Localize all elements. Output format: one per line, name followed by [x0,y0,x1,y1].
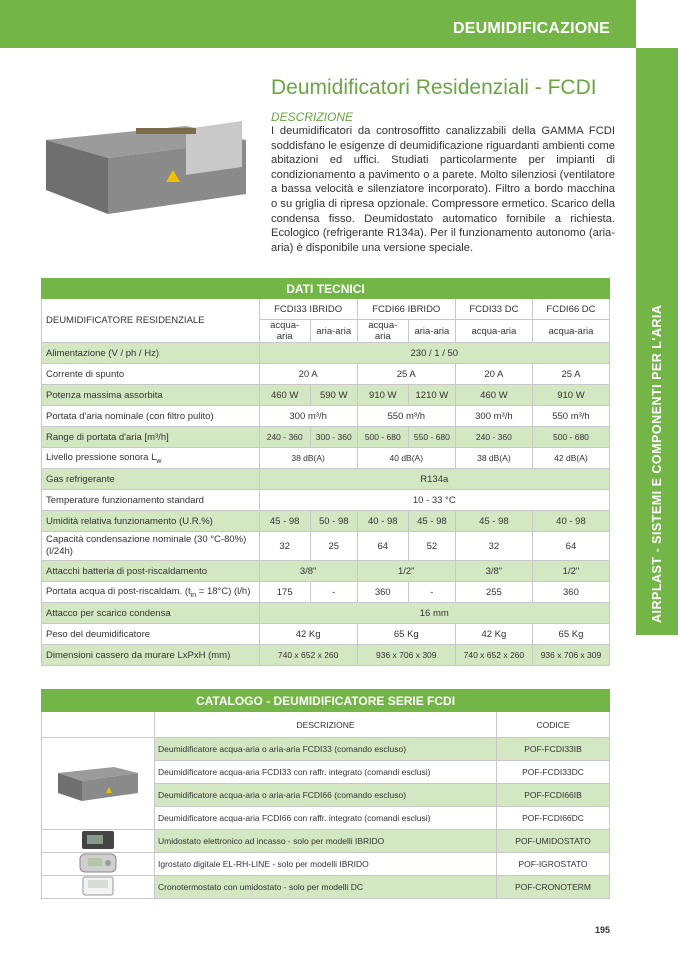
row-label: Livello pressione sonora $L_w$ [42,448,260,469]
cell: - [310,582,357,603]
row-label: Range di portata d'aria [m³/h] [42,427,260,448]
row-label: Alimentazione (V / ph / Hz) [42,343,260,364]
cell: 175 [259,582,310,603]
cell: 25 [310,532,357,561]
cell: 240 - 360 [259,427,310,448]
section-title: DEUMIDIFICAZIONE [453,20,610,37]
side-band-label: AIRPLAST - SISTEMI E COMPONENTI PER L'ARIA [650,304,664,623]
cell: 910 W [357,385,408,406]
cell: 40 - 98 [357,511,408,532]
cell: 360 [357,582,408,603]
catalog-item-desc: Deumidificatore acqua-aria FCDI33 con raffr. integrato (comandi esclusi) [155,761,497,784]
cell: 45 - 98 [408,511,455,532]
cell: 1/2" [532,561,609,582]
cell: 1210 W [408,385,455,406]
cell: 25 A [532,364,609,385]
cell: 240 - 360 [455,427,532,448]
cell: 42 Kg [259,624,357,645]
model-header: FCDI33 IBRIDO [259,299,357,320]
row-label: Corrente di spunto [42,364,260,385]
description-heading: DESCRIZIONE [271,110,354,124]
cell: 50 - 98 [310,511,357,532]
cell: 16 mm [259,603,609,624]
mode-header: acqua-aria [357,320,408,343]
cell: 910 W [532,385,609,406]
catalog-desc-header: DESCRIZIONE [155,712,497,738]
mode-header: acqua-aria [259,320,310,343]
cell: 230 / 1 / 50 [259,343,609,364]
catalog-item-desc: Umidostato elettronico ad incasso - solo per modelli IBRIDO [155,830,497,853]
cell: 64 [357,532,408,561]
cell: 64 [532,532,609,561]
mode-header: acqua-aria [455,320,532,343]
page-number: 195 [595,925,611,935]
cell: 20 A [259,364,357,385]
catalog-item-code: POF-FCDI33DC [497,761,610,784]
catalog-item-code: POF-CRONOTERM [497,876,610,899]
catalog-item-code: POF-FCDI66DC [497,807,610,830]
row-label: Attacco per scarico condensa [42,603,260,624]
catalog-item-code: POF-FCDI33IB [497,738,610,761]
cell: 52 [408,532,455,561]
mode-header: aria-aria [408,320,455,343]
dehumidifier-product-image [36,118,258,222]
row-label: Portata acqua di post-riscaldam. $(t_{in} = 18^\circ C)$ (l/h) [42,582,260,603]
mode-header: acqua-aria [532,320,609,343]
cell: 38 dB(A) [455,448,532,469]
cell: 300 m³/h [259,406,357,427]
tech-first-col-header: DEUMIDIFICATORE RESIDENZIALE [42,299,260,343]
dehumidifier-thumb-icon [54,763,142,803]
model-header: FCDI66 IBRIDO [357,299,455,320]
row-label: Temperature funzionamento standard [42,490,260,511]
description-text: I deumidificatori da controsoffitto canalizzabili della GAMMA FCDI soddisfano le esigenze di deumidificazione riguardanti ambienti come abitazioni ed uffici. Studiati particolarmente per impianti di condizionamento a pavimento o a parete. Molto silenziosi (ventilatore a bassa velocità e silenziatore incorporato). Filtro a bordo macchina o su griglia di ripresa opzionale. Compressore ermetico. Scarico della condensa fisso. Deumidostato automatico fornibile a richiesta. Ecologico (refrigerante R134a). Per il funzionamento autonomo (aria-aria) è disponibile una versione speciale. [271,125,615,254]
cell: 300 - 360 [310,427,357,448]
row-label: Dimensioni cassero da murare LxPxH (mm) [42,645,260,666]
cell: 500 - 680 [357,427,408,448]
cell: 42 Kg [455,624,532,645]
model-header: FCDI33 DC [455,299,532,320]
catalog-item-desc: Igrostato digitale EL-RH-LINE - solo per modelli IBRIDO [155,853,497,876]
catalog-item-code: POF-IGROSTATO [497,853,610,876]
model-header: FCDI66 DC [532,299,609,320]
cell: 20 A [455,364,532,385]
cell: 25 A [357,364,455,385]
cell: 1/2" [357,561,455,582]
cell: 460 W [455,385,532,406]
catalog-item-desc: Deumidificatore acqua-aria o aria-aria FCDI33 (comando escluso) [155,738,497,761]
section-header-bar [0,0,636,48]
page-title: Deumidificatori Residenziali - FCDI [271,76,597,99]
row-label: Portata d'aria nominale (con filtro pulito) [42,406,260,427]
technical-data-table [41,278,610,666]
cell: 936 x 706 x 309 [532,645,609,666]
cell: 550 - 680 [408,427,455,448]
mode-header: aria-aria [310,320,357,343]
row-label: Potenza massima assorbita [42,385,260,406]
cell: 590 W [310,385,357,406]
cell: 65 Kg [532,624,609,645]
cell: 45 - 98 [455,511,532,532]
catalog-item-code: POF-FCDI66IB [497,784,610,807]
cell: 32 [259,532,310,561]
catalog-table [41,689,610,899]
cell: 3/8" [259,561,357,582]
cell: 740 x 652 x 260 [455,645,532,666]
cell: R134a [259,469,609,490]
catalog-code-header: CODICE [497,712,610,738]
catalog-title: CATALOGO - DEUMIDIFICATORE SERIE FCDI [42,690,610,712]
humidistat-thumbnail [42,830,155,853]
side-band [636,48,678,635]
cell: 460 W [259,385,310,406]
cell: 65 Kg [357,624,455,645]
row-label: Peso del deumidificatore [42,624,260,645]
cell: 3/8" [455,561,532,582]
cell: 32 [455,532,532,561]
cell: 360 [532,582,609,603]
cell: 38 dB(A) [259,448,357,469]
catalog-item-desc: Deumidificatore acqua-aria FCDI66 con raffr. integrato (comandi esclusi) [155,807,497,830]
cell: 42 dB(A) [532,448,609,469]
humidistat-icon [81,830,115,850]
cell: - [408,582,455,603]
row-label: Umidità relativa funzionamento (U.R.%) [42,511,260,532]
cell: 550 m³/h [532,406,609,427]
row-label: Capacità condensazione nominale (30 °C-80%) (l/24h) [42,532,260,561]
cell: 936 x 706 x 309 [357,645,455,666]
cell: 300 m³/h [455,406,532,427]
row-label: Gas refrigerante [42,469,260,490]
catalog-item-desc: Deumidificatore acqua-aria o aria-aria FCDI66 (comando escluso) [155,784,497,807]
cell: 40 - 98 [532,511,609,532]
cell: 500 - 680 [532,427,609,448]
cell: 10 - 33 °C [259,490,609,511]
chronothermostat-thumbnail [42,876,155,899]
hygrostat-icon [78,853,118,873]
cell: 550 m³/h [357,406,455,427]
dehumidifier-thumbnail [42,738,155,830]
tech-table-title: DATI TECNICI [42,279,610,299]
cell: 740 x 652 x 260 [259,645,357,666]
row-label: Attacchi batteria di post-riscaldamento [42,561,260,582]
hygrostat-thumbnail [42,853,155,876]
catalog-item-code: POF-UMIDOSTATO [497,830,610,853]
catalog-item-desc: Cronotermostato con umidostato - solo per modelli DC [155,876,497,899]
chronothermostat-icon [81,876,115,896]
cell: 255 [455,582,532,603]
cell: 45 - 98 [259,511,310,532]
cell: 40 dB(A) [357,448,455,469]
